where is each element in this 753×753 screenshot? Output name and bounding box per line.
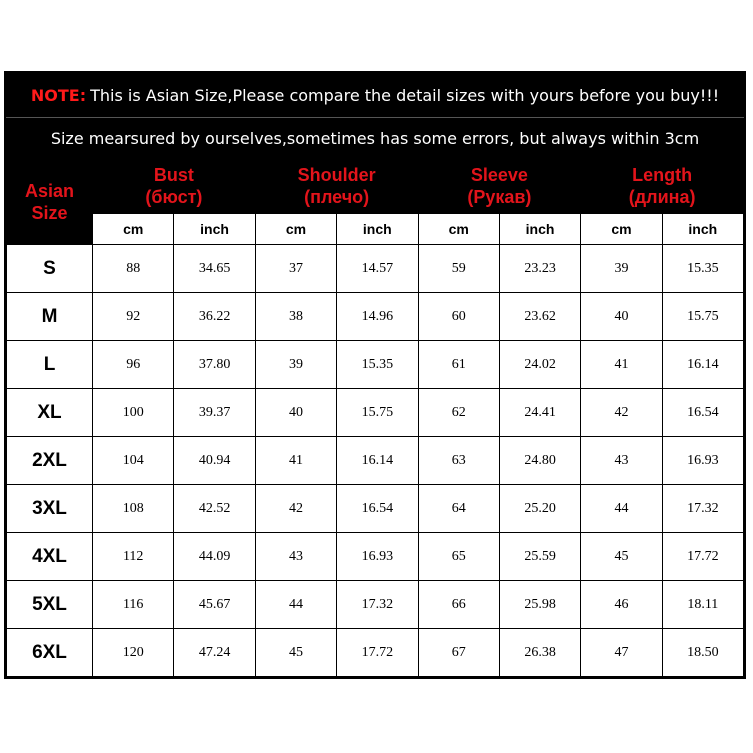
measurement-cell: 43 — [581, 437, 662, 485]
measurement-cell: 64 — [418, 485, 499, 533]
measurement-cell: 65 — [418, 533, 499, 581]
measurement-cell: 16.14 — [662, 341, 743, 389]
table-row — [7, 437, 744, 485]
table-row — [7, 485, 744, 533]
measurement-cell: 44.09 — [174, 533, 255, 581]
unit-cell: inch — [662, 214, 743, 245]
length-header: Length (длина) — [581, 159, 744, 214]
measurement-cell: 18.50 — [662, 629, 743, 677]
measurement-cell: 23.23 — [499, 245, 580, 293]
bust-header: Bust (бюст) — [93, 159, 256, 214]
measurement-cell: 38 — [255, 293, 336, 341]
unit-cell: cm — [581, 214, 662, 245]
measurement-cell: 24.41 — [499, 389, 580, 437]
measurement-cell: 100 — [93, 389, 174, 437]
size-label: XL — [7, 389, 93, 437]
measurement-cell: 16.93 — [337, 533, 418, 581]
measurement-cell: 16.93 — [662, 437, 743, 485]
measurement-cell: 36.22 — [174, 293, 255, 341]
note-label: NOTE: — [30, 85, 87, 105]
size-label: 2XL — [7, 437, 93, 485]
notice-banner — [6, 73, 744, 158]
measurement-cell: 108 — [93, 485, 174, 533]
measurement-cell: 17.72 — [337, 629, 418, 677]
unit-cell: cm — [418, 214, 499, 245]
measurement-cell: 47.24 — [174, 629, 255, 677]
size-label: S — [7, 245, 93, 293]
size-label: 5XL — [7, 581, 93, 629]
table-row — [7, 293, 744, 341]
measurement-cell: 17.32 — [662, 485, 743, 533]
size-label: 3XL — [7, 485, 93, 533]
note-line — [6, 73, 744, 118]
measurement-cell: 40.94 — [174, 437, 255, 485]
measurement-cell: 43 — [255, 533, 336, 581]
measurement-cell: 39 — [581, 245, 662, 293]
measurement-cell: 39 — [255, 341, 336, 389]
note-text: This is Asian Size,Please compare the detail sizes with yours before you buy!!! — [90, 85, 720, 105]
measurement-cell: 62 — [418, 389, 499, 437]
measurement-cell: 104 — [93, 437, 174, 485]
measurement-cell: 44 — [581, 485, 662, 533]
measurement-cell: 61 — [418, 341, 499, 389]
size-table — [6, 158, 744, 677]
measurement-cell: 88 — [93, 245, 174, 293]
size-label: L — [7, 341, 93, 389]
measurement-cell: 63 — [418, 437, 499, 485]
measurement-cell: 47 — [581, 629, 662, 677]
measurement-cell: 17.72 — [662, 533, 743, 581]
measurement-cell: 45.67 — [174, 581, 255, 629]
size-header: Asian Size — [7, 159, 93, 245]
measurement-cell: 42.52 — [174, 485, 255, 533]
measurement-cell: 40 — [581, 293, 662, 341]
measurement-cell: 15.75 — [662, 293, 743, 341]
measurement-cell: 14.57 — [337, 245, 418, 293]
unit-cell: inch — [174, 214, 255, 245]
table-row — [7, 341, 744, 389]
measurement-cell: 15.75 — [337, 389, 418, 437]
measurement-cell: 26.38 — [499, 629, 580, 677]
table-row — [7, 581, 744, 629]
measurement-cell: 37 — [255, 245, 336, 293]
measurement-cell: 37.80 — [174, 341, 255, 389]
measurement-cell: 39.37 — [174, 389, 255, 437]
unit-cell: cm — [255, 214, 336, 245]
measurement-cell: 59 — [418, 245, 499, 293]
measurement-cell: 24.02 — [499, 341, 580, 389]
measurement-cell: 16.14 — [337, 437, 418, 485]
measurement-cell: 41 — [581, 341, 662, 389]
size-label: 6XL — [7, 629, 93, 677]
measurement-cell: 25.98 — [499, 581, 580, 629]
measurement-cell: 45 — [581, 533, 662, 581]
measurement-cell: 15.35 — [662, 245, 743, 293]
measurement-cell: 67 — [418, 629, 499, 677]
measurement-cell: 112 — [93, 533, 174, 581]
measurement-cell: 60 — [418, 293, 499, 341]
measurement-cell: 17.32 — [337, 581, 418, 629]
shoulder-header: Shoulder (плечо) — [255, 159, 418, 214]
measurement-cell: 16.54 — [662, 389, 743, 437]
measurement-cell: 40 — [255, 389, 336, 437]
table-row — [7, 245, 744, 293]
measurement-cell: 42 — [255, 485, 336, 533]
measurement-cell: 92 — [93, 293, 174, 341]
measurement-cell: 16.54 — [337, 485, 418, 533]
table-row — [7, 389, 744, 437]
size-rows — [7, 245, 744, 677]
sleeve-header: Sleeve (Рукав) — [418, 159, 581, 214]
measurement-cell: 24.80 — [499, 437, 580, 485]
size-label: 4XL — [7, 533, 93, 581]
measurement-cell: 46 — [581, 581, 662, 629]
size-chart — [4, 71, 746, 679]
measurement-cell: 34.65 — [174, 245, 255, 293]
measurement-cell: 66 — [418, 581, 499, 629]
unit-cell: inch — [337, 214, 418, 245]
measurement-cell: 120 — [93, 629, 174, 677]
measurement-cell: 14.96 — [337, 293, 418, 341]
measurement-cell: 116 — [93, 581, 174, 629]
measurement-cell: 18.11 — [662, 581, 743, 629]
table-row — [7, 533, 744, 581]
unit-cell: cm — [93, 214, 174, 245]
measurement-cell: 25.59 — [499, 533, 580, 581]
measurement-cell: 25.20 — [499, 485, 580, 533]
measurement-cell: 41 — [255, 437, 336, 485]
measure-note: Size mearsured by ourselves,sometimes has some errors, but always within 3cm — [50, 128, 700, 148]
measurement-cell: 15.35 — [337, 341, 418, 389]
unit-cell: inch — [499, 214, 580, 245]
measurement-cell: 96 — [93, 341, 174, 389]
measurement-cell: 42 — [581, 389, 662, 437]
measurement-cell: 44 — [255, 581, 336, 629]
measurement-cell: 23.62 — [499, 293, 580, 341]
size-label: M — [7, 293, 93, 341]
table-row — [7, 629, 744, 677]
measurement-cell: 45 — [255, 629, 336, 677]
